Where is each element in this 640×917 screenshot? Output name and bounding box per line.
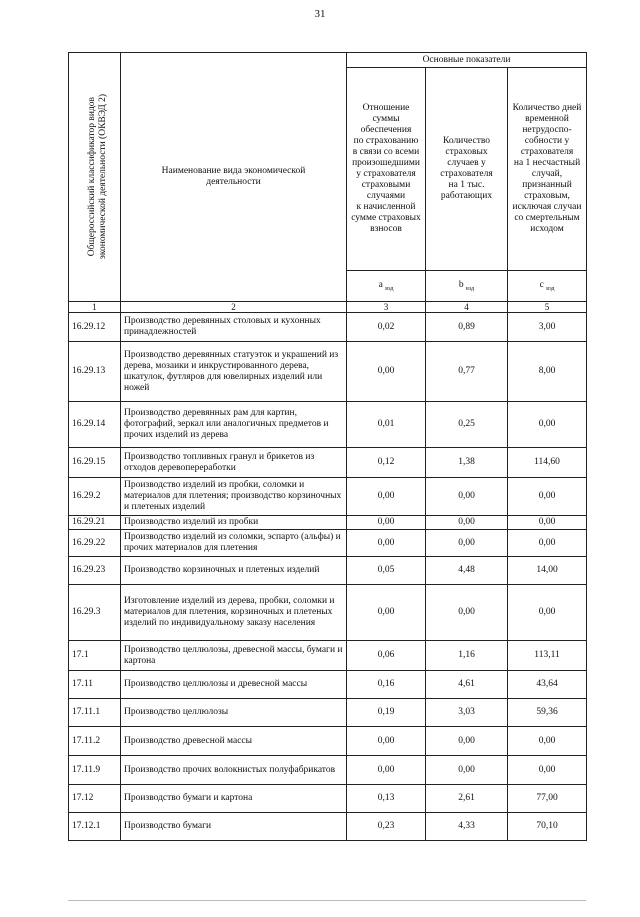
okved-code: 17.11: [69, 671, 121, 699]
okved-code: 17.12: [69, 785, 121, 813]
value-b: 0,00: [426, 585, 508, 641]
value-a: 0,06: [347, 641, 426, 671]
table-row: [69, 727, 587, 756]
value-a: 0,12: [347, 448, 426, 478]
table-row: [69, 342, 587, 402]
table-row: [69, 448, 587, 478]
table-row: [69, 585, 587, 641]
value-a: 0,05: [347, 557, 426, 585]
okved-code: 16.29.3: [69, 585, 121, 641]
activity-name: Производство бумаги и картона: [121, 785, 347, 813]
activity-name: Производство целлюлозы и древесной массы: [121, 671, 347, 699]
table-row: [69, 641, 587, 671]
activity-name: Изготовление изделий из дерева, пробки, соломки и материалов для плетения, корзиночных и плетеных изделий по индивидуальному заказу населения: [121, 585, 347, 641]
activity-name: Производство целлюлозы, древесной массы, бумаги и картона: [121, 641, 347, 671]
disability-days-header: Количество дней временной нетрудоспо- собности у страхователя на 1 несчастный случай, признанный страховым, исключая случаи со смертельным исходом: [508, 68, 587, 271]
value-b: 0,00: [426, 478, 508, 516]
table-row: [69, 402, 587, 448]
value-c: 0,00: [508, 478, 587, 516]
symbol-c: c $_{вэд}$: [508, 271, 587, 302]
activity-name: Производство древесной массы: [121, 727, 347, 756]
okved-code: 16.29.22: [69, 530, 121, 557]
okved-code: 16.29.2: [69, 478, 121, 516]
column-number: 1: [69, 302, 121, 313]
page-number: 31: [314, 8, 326, 20]
table-body: [69, 313, 587, 841]
okved-code: 16.29.13: [69, 342, 121, 402]
okved-code: 16.29.23: [69, 557, 121, 585]
symbol-a: a $_{вэд}$: [347, 271, 426, 302]
cases-count-header: Количество страховых случаев у страхователя на 1 тыс. работающих: [426, 68, 508, 271]
value-a: 0,19: [347, 699, 426, 727]
activity-name: Производство целлюлозы: [121, 699, 347, 727]
value-c: 8,00: [508, 342, 587, 402]
okved-code-header-text: Общероссийский классификатор видов экономической деятельности (ОКВЭД 2): [87, 94, 108, 260]
value-a: 0,00: [347, 516, 426, 530]
symbol-b: b $_{вэд}$: [426, 271, 508, 302]
value-c: 77,00: [508, 785, 587, 813]
value-b: 0,00: [426, 516, 508, 530]
value-b: 4,33: [426, 813, 508, 841]
value-c: 3,00: [508, 313, 587, 342]
column-number: 5: [508, 302, 587, 313]
table-row: [69, 671, 587, 699]
page-bottom-rule: [68, 900, 586, 901]
main-indicators-header: Основные показатели: [347, 53, 587, 68]
value-b: 4,61: [426, 671, 508, 699]
column-number: 3: [347, 302, 426, 313]
value-b: 0,00: [426, 530, 508, 557]
activity-name: Производство изделий из пробки, соломки и материалов для плетения; производство корзиночных и плетеных изделий: [121, 478, 347, 516]
okved-code-header: [69, 53, 121, 302]
activity-name: Производство деревянных статуэток и украшений из дерева, мозаики и инкрустированного дерева, шкатулок, футляров для ювелирных изделий или ножей: [121, 342, 347, 402]
value-a: 0,01: [347, 402, 426, 448]
activity-name: Производство изделий из пробки: [121, 516, 347, 530]
value-b: 0,00: [426, 756, 508, 785]
value-b: 4,48: [426, 557, 508, 585]
value-c: 59,36: [508, 699, 587, 727]
value-c: 0,00: [508, 585, 587, 641]
activity-name: Производство деревянных столовых и кухонных принадлежностей: [121, 313, 347, 342]
value-b: 1,38: [426, 448, 508, 478]
table-row: [69, 557, 587, 585]
value-c: 0,00: [508, 530, 587, 557]
okved-code: 16.29.12: [69, 313, 121, 342]
value-c: 43,64: [508, 671, 587, 699]
column-number: 4: [426, 302, 508, 313]
indicators-table: [68, 52, 587, 841]
activity-name: Производство деревянных рам для картин, фотографий, зеркал или аналогичных предметов и прочих изделий из дерева: [121, 402, 347, 448]
okved-code: 17.11.9: [69, 756, 121, 785]
activity-name-header: Наименование вида экономической деятельности: [121, 53, 347, 302]
value-a: 0,00: [347, 478, 426, 516]
table-row: [69, 530, 587, 557]
table-row: [69, 756, 587, 785]
activity-name: Производство бумаги: [121, 813, 347, 841]
okved-code: 17.12.1: [69, 813, 121, 841]
table-row: [69, 478, 587, 516]
table-header: [69, 53, 587, 313]
activity-name: Производство топливных гранул и брикетов из отходов деревопереработки: [121, 448, 347, 478]
table-row: [69, 813, 587, 841]
ratio-header: Отношение суммы обеспечения по страхованию в связи со всеми произошедшими у страхователя страховыми случаями к начисленной сумме страховых взносов: [347, 68, 426, 271]
value-a: 0,23: [347, 813, 426, 841]
value-a: 0,16: [347, 671, 426, 699]
column-number: 2: [121, 302, 347, 313]
okved-code: 17.11.2: [69, 727, 121, 756]
value-c: 113,11: [508, 641, 587, 671]
table-row: [69, 699, 587, 727]
value-b: 2,61: [426, 785, 508, 813]
value-c: 70,10: [508, 813, 587, 841]
value-b: 0,89: [426, 313, 508, 342]
value-a: 0,00: [347, 585, 426, 641]
value-a: 0,00: [347, 530, 426, 557]
value-a: 0,02: [347, 313, 426, 342]
okved-code: 16.29.15: [69, 448, 121, 478]
column-numbers-row: [69, 302, 587, 313]
table-row: [69, 516, 587, 530]
value-a: 0,00: [347, 342, 426, 402]
activity-name: Производство прочих волокнистых полуфабрикатов: [121, 756, 347, 785]
okved-code: 16.29.21: [69, 516, 121, 530]
okved-code: 16.29.14: [69, 402, 121, 448]
activity-name: Производство корзиночных и плетеных изделий: [121, 557, 347, 585]
value-b: 0,25: [426, 402, 508, 448]
value-c: 14,00: [508, 557, 587, 585]
value-c: 0,00: [508, 756, 587, 785]
value-b: 3,03: [426, 699, 508, 727]
value-b: 1,16: [426, 641, 508, 671]
value-a: 0,00: [347, 756, 426, 785]
okved-code: 17.11.1: [69, 699, 121, 727]
value-c: 0,00: [508, 402, 587, 448]
value-c: 0,00: [508, 516, 587, 530]
activity-name: Производство изделий из соломки, эспарто (альфы) и прочих материалов для плетения: [121, 530, 347, 557]
table-row: [69, 785, 587, 813]
value-b: 0,00: [426, 727, 508, 756]
value-a: 0,00: [347, 727, 426, 756]
value-b: 0,77: [426, 342, 508, 402]
value-a: 0,13: [347, 785, 426, 813]
okved-code: 17.1: [69, 641, 121, 671]
value-c: 114,60: [508, 448, 587, 478]
value-c: 0,00: [508, 727, 587, 756]
table-row: [69, 313, 587, 342]
